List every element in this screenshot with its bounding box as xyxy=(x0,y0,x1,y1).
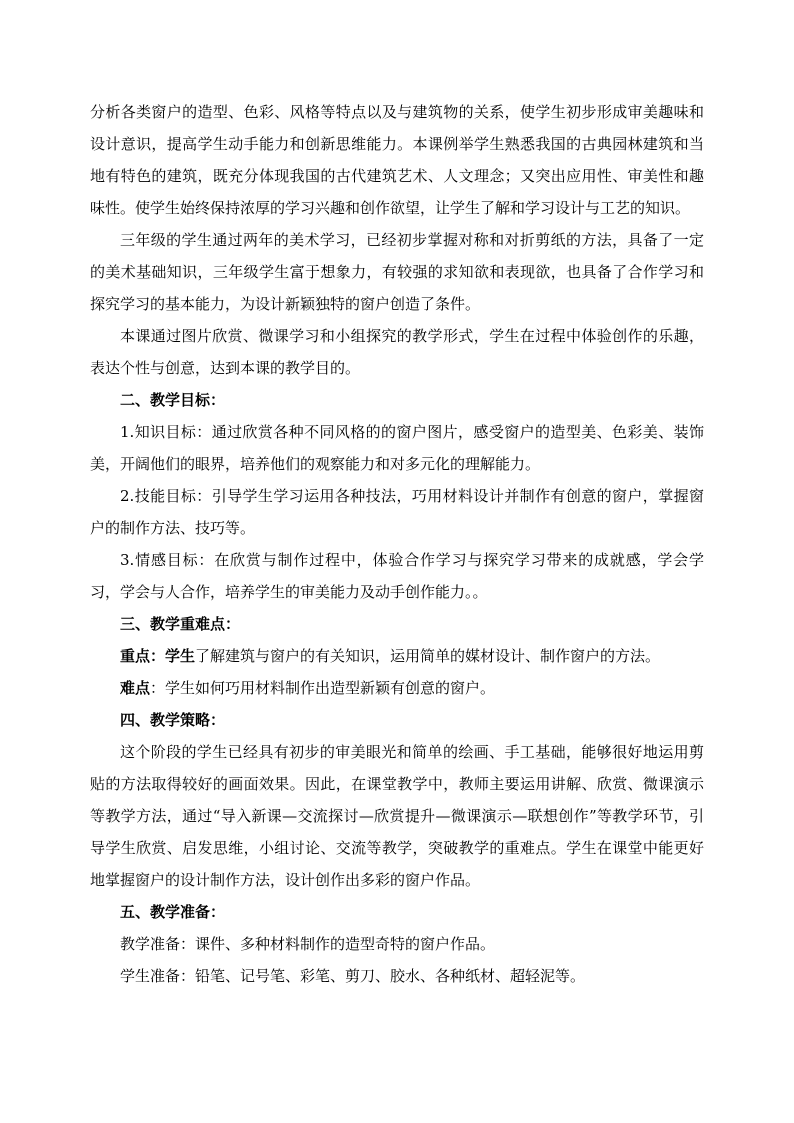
difficult-point xyxy=(90,672,704,704)
student-preparation: 学生准备：铅笔、记号笔、彩笔、剪刀、胶水、各种纸材、超轻泥等。 xyxy=(120,967,586,985)
section-heading-teaching-strategy: 四、教学策略： xyxy=(120,711,226,729)
key-point-label: 重点：学生 xyxy=(120,647,196,665)
teaching-method-paragraph: 本课通过图片欣赏、微课学习和小组探究的教学形式，学生在过程中体验创作的乐趣，表达个性与创意，达到本课的教学目的。 xyxy=(90,327,704,377)
goal-skill: 2.技能目标：引导学生学习运用各种技法，巧用材料设计并制作有创意的窗户，掌握窗户的制作方法、技巧等。 xyxy=(90,487,704,537)
key-point xyxy=(90,640,704,672)
goal-emotion: 3.情感目标：在欣赏与制作过程中，体验合作学习与探究学习带来的成就感，学会学习，学会与人合作，培养学生的审美能力及动手创作能力。。 xyxy=(90,551,704,601)
goal-knowledge: 1.知识目标：通过欣赏各种不同风格的的窗户图片，感受窗户的造型美、色彩美、装饰美，开阔他们的眼界，培养他们的观察能力和对多元化的理解能力。 xyxy=(90,423,704,473)
document-body xyxy=(90,96,704,992)
intro-paragraph: 分析各类窗户的造型、色彩、风格等特点以及与建筑物的关系，使学生初步形成审美趣味和设计意识，提高学生动手能力和创新思维能力。本课例举学生熟悉我国的古典园林建筑和当地有特色的建筑，既充分体现我国的古代建筑艺术、人文理念；又突出应用性、审美性和趣味性。使学生始终保持浓厚的学习兴趣和创作欲望，让学生了解和学习设计与工艺的知识。 xyxy=(90,103,704,217)
section-heading-preparation: 五、教学准备： xyxy=(120,903,226,921)
teacher-preparation: 教学准备：课件、多种材料制作的造型奇特的窗户作品。 xyxy=(120,935,496,953)
section-heading-key-difficult-points: 三、教学重难点： xyxy=(120,615,241,633)
section-heading-teaching-goals: 二、教学目标： xyxy=(120,391,226,409)
student-analysis-paragraph: 三年级的学生通过两年的美术学习，已经初步掌握对称和对折剪纸的方法，具备了一定的美术基础知识，三年级学生富于想象力，有较强的求知欲和表现欲，也具备了合作学习和探究学习的基本能力，为设计新颖独特的窗户创造了条件。 xyxy=(90,231,704,313)
difficult-point-label: 难点 xyxy=(120,679,151,697)
difficult-point-text: ：学生如何巧用材料制作出造型新颖有创意的窗户。 xyxy=(150,679,496,697)
key-point-text: 了解建筑与窗户的有关知识，运用简单的媒材设计、制作窗户的方法。 xyxy=(195,647,661,665)
teaching-strategy-paragraph: 这个阶段的学生已经具有初步的审美眼光和简单的绘画、手工基础，能够很好地运用剪贴的方法取得较好的画面效果。因此，在课堂教学中，教师主要运用讲解、欣赏、微课演示等教学方法，通过“导入新课—交流探讨—欣赏提升—微课演示—联想创作”等教学环节，引导学生欣赏、启发思维，小组讨论、交流等教学，突破教学的重难点。学生在课堂中能更好地掌握窗户的设计制作方法，设计创作出多彩的窗户作品。 xyxy=(90,743,704,889)
